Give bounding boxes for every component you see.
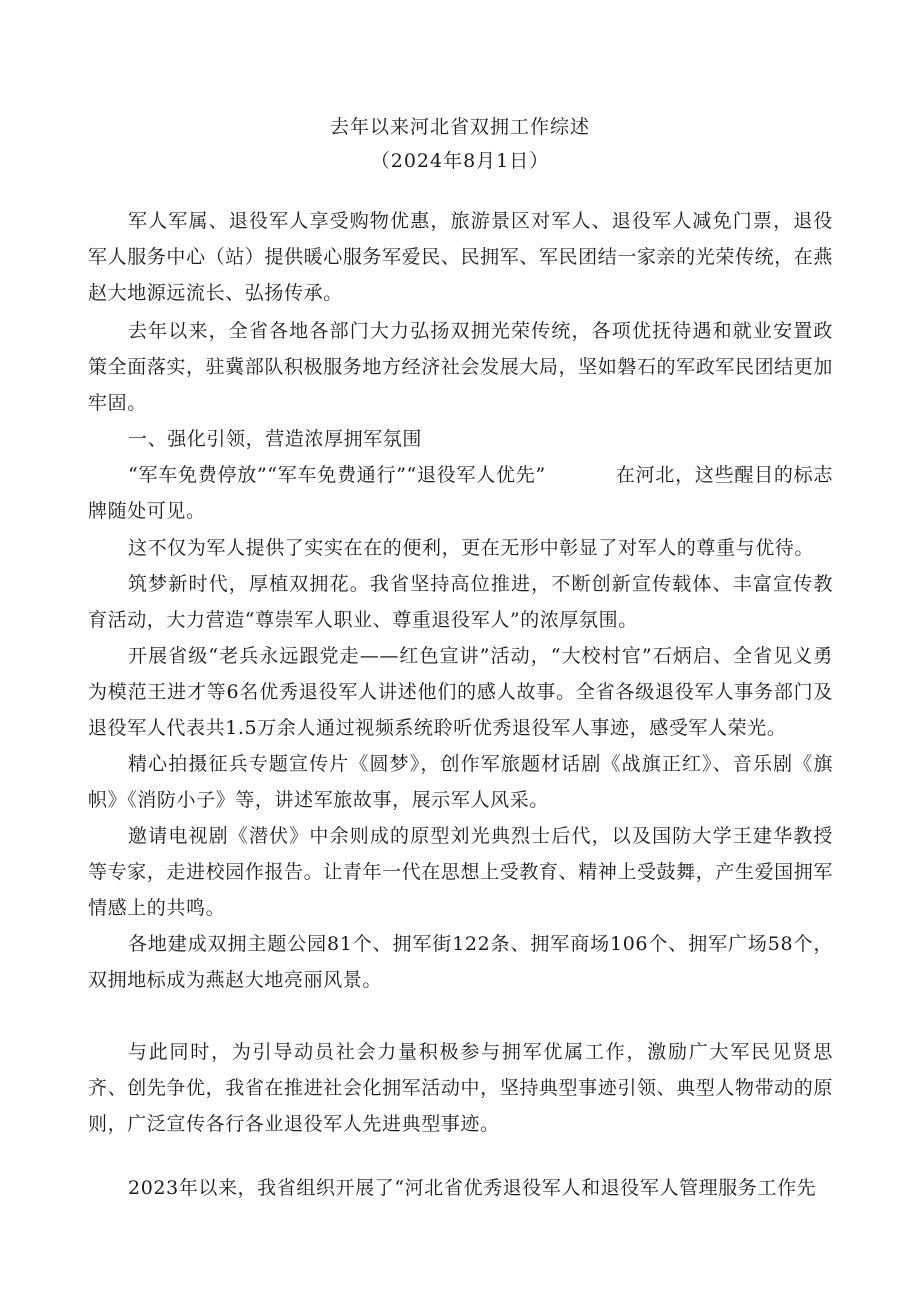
document-title: 去年以来河北省双拥工作综述 [329,116,590,138]
paragraph-8: 精心拍摄征兵专题宣传片《圆梦》，创作军旅题材话剧《战旗正红》、音乐剧《旗帜》《消防小子》等，讲述军旅故事，展示军人风采。 [88,753,833,811]
paragraph-7: 开展省级“老兵永远跟党走——红色宣讲”活动，“大校村官”石炳启、全省见义勇为模范王进才等6名优秀退役军人讲述他们的感人故事。全省各级退役军人事务部门及退役军人代表共1.5万余人通过视频系统聆听优秀退役军人事迹，感受军人荣光。 [88,645,833,739]
paragraph-4-text: 在河北，这些醒目的标志牌随处可见。 [88,464,833,522]
paragraph-11: 与此同时，为引导动员社会力量积极参与拥军优属工作，激励广大军民见贤思齐、创先争优，我省在推进社会化拥军活动中，坚持典型事迹引领、典型人物带动的原则，广泛宣传各行各业退役军人先进典型事迹。 [88,1041,833,1135]
paragraph-1: 军人军属、退役军人享受购物优惠，旅游景区对军人、退役军人减免门票，退役军人服务中心（站）提供暖心服务军爱民、民拥军、军民团结一家亲的光荣传统，在燕赵大地源远流长、弘扬传承。 [88,210,833,304]
paragraph-4 [88,457,833,529]
paragraph-2: 去年以来，全省各地各部门大力弘扬双拥光荣传统，各项优抚待遇和就业安置政策全面落实，驻冀部队积极服务地方经济社会发展大局，坚如磐石的军政军民团结更加牢固。 [88,320,833,414]
paragraph-9: 邀请电视剧《潜伏》中余则成的原型刘光典烈士后代，以及国防大学王建华教授等专家，走进校园作报告。让青年一代在思想上受教育、精神上受鼓舞，产生爱国拥军情感上的共鸣。 [88,825,833,919]
document-date: （2024年8月1日） [370,150,550,172]
paragraph-12: 2023年以来，我省组织开展了“河北省优秀退役军人和退役军人管理服务工作先 [128,1177,817,1199]
paragraph-10: 各地建成双拥主题公园81个、拥军街122条、拥军商场106个、拥军广场58个，双拥地标成为燕赵大地亮丽风景。 [88,933,833,991]
paragraph-4-slogans: “军车免费停放”“军车免费通行”“退役军人优先” [128,464,546,486]
paragraph-5: 这不仅为军人提供了实实在在的便利，更在无形中彰显了对军人的尊重与优待。 [128,537,815,559]
paragraph-6: 筑梦新时代，厚植双拥花。我省坚持高位推进，不断创新宣传载体、丰富宣传教育活动，大力营造“尊崇军人职业、尊重退役军人”的浓厚氛围。 [88,573,833,631]
section-heading-1: 一、强化引领，营造浓厚拥军氛围 [128,428,423,450]
